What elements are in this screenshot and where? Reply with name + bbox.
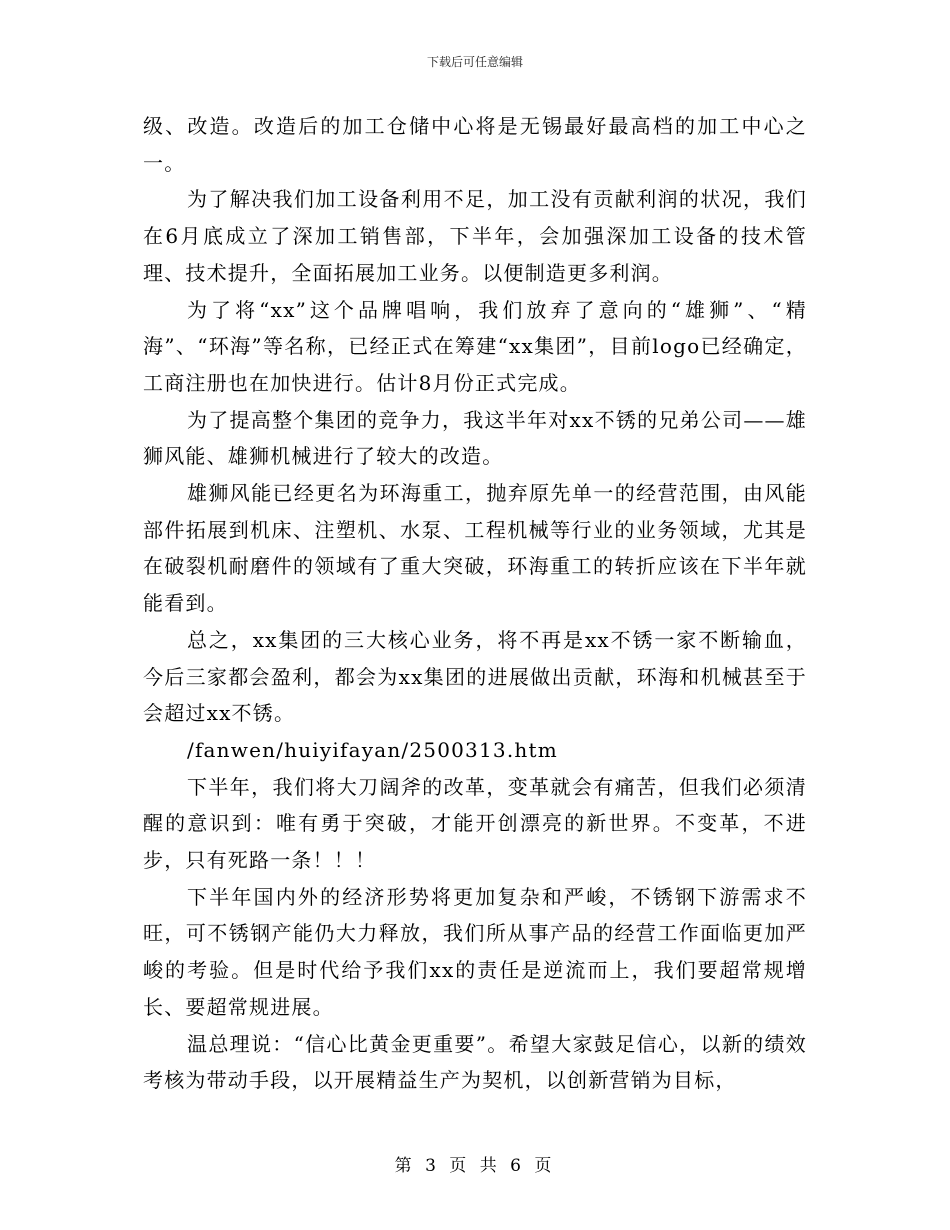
paragraph: 下半年国内外的经济形势将更加复杂和严峻，不锈钢下游需求不旺，可不锈钢产能仍大力释放，我们所从事产品的经营工作面临更加严峻的考验。但是时代给予我们xx的责任是逆流而上，我们要超常规增长、要超常规进展。	[143, 884, 807, 1019]
page-number-footer: 第 3 页 共 6 页	[394, 1156, 556, 1176]
page-header: 下载后可任意编辑	[426, 55, 523, 69]
paragraph: 级、改造。改造后的加工仓储中心将是无锡最好最高档的加工中心之一。	[143, 114, 807, 175]
paragraph: 下半年，我们将大刀阔斧的改革，变革就会有痛苦，但我们必须清醒的意识到：唯有勇于突破，才能开创漂亮的新世界。不变革，不进步，只有死路一条！！！	[143, 774, 807, 873]
paragraph: 为了将“xx”这个品牌唱响，我们放弃了意向的“雄狮”、“精海”、“环海”等名称，已经正式在筹建“xx集团”，目前logo已经确定，工商注册也在加快进行。估计8月份正式完成。	[143, 297, 807, 395]
paragraph: 为了提高整个集团的竞争力，我这半年对xx不锈的兄弟公司——雄狮风能、雄狮机械进行了较大的改造。	[143, 407, 807, 469]
paragraph: 雄狮风能已经更名为环海重工，抛弃原先单一的经营范围，由风能部件拓展到机床、注塑机、水泵、工程机械等行业的业务领域，尤其是在破裂机耐磨件的领域有了重大突破，环海重工的转折应该在下半年就能看到。	[143, 481, 807, 616]
document-body	[143, 108, 807, 1099]
paragraph: 温总理说：“信心比黄金更重要”。希望大家鼓足信心，以新的绩效考核为带动手段，以开展精益生产为契机，以创新营销为目标，	[143, 1031, 807, 1093]
url-line: /fanwen/huiyifayan/2500313.htm	[187, 737, 558, 762]
paragraph: 为了解决我们加工设备利用不足，加工没有贡献利润的状况，我们在6月底成立了深加工销售部，下半年，会加强深加工设备的技术管理、技术提升，全面拓展加工业务。以便制造更多利润。	[143, 187, 807, 285]
paragraph: 总之，xx集团的三大核心业务，将不再是xx不锈一家不断输血，今后三家都会盈利，都会为xx集团的进展做出贡献，环海和机械甚至于会超过xx不锈。	[143, 627, 807, 726]
